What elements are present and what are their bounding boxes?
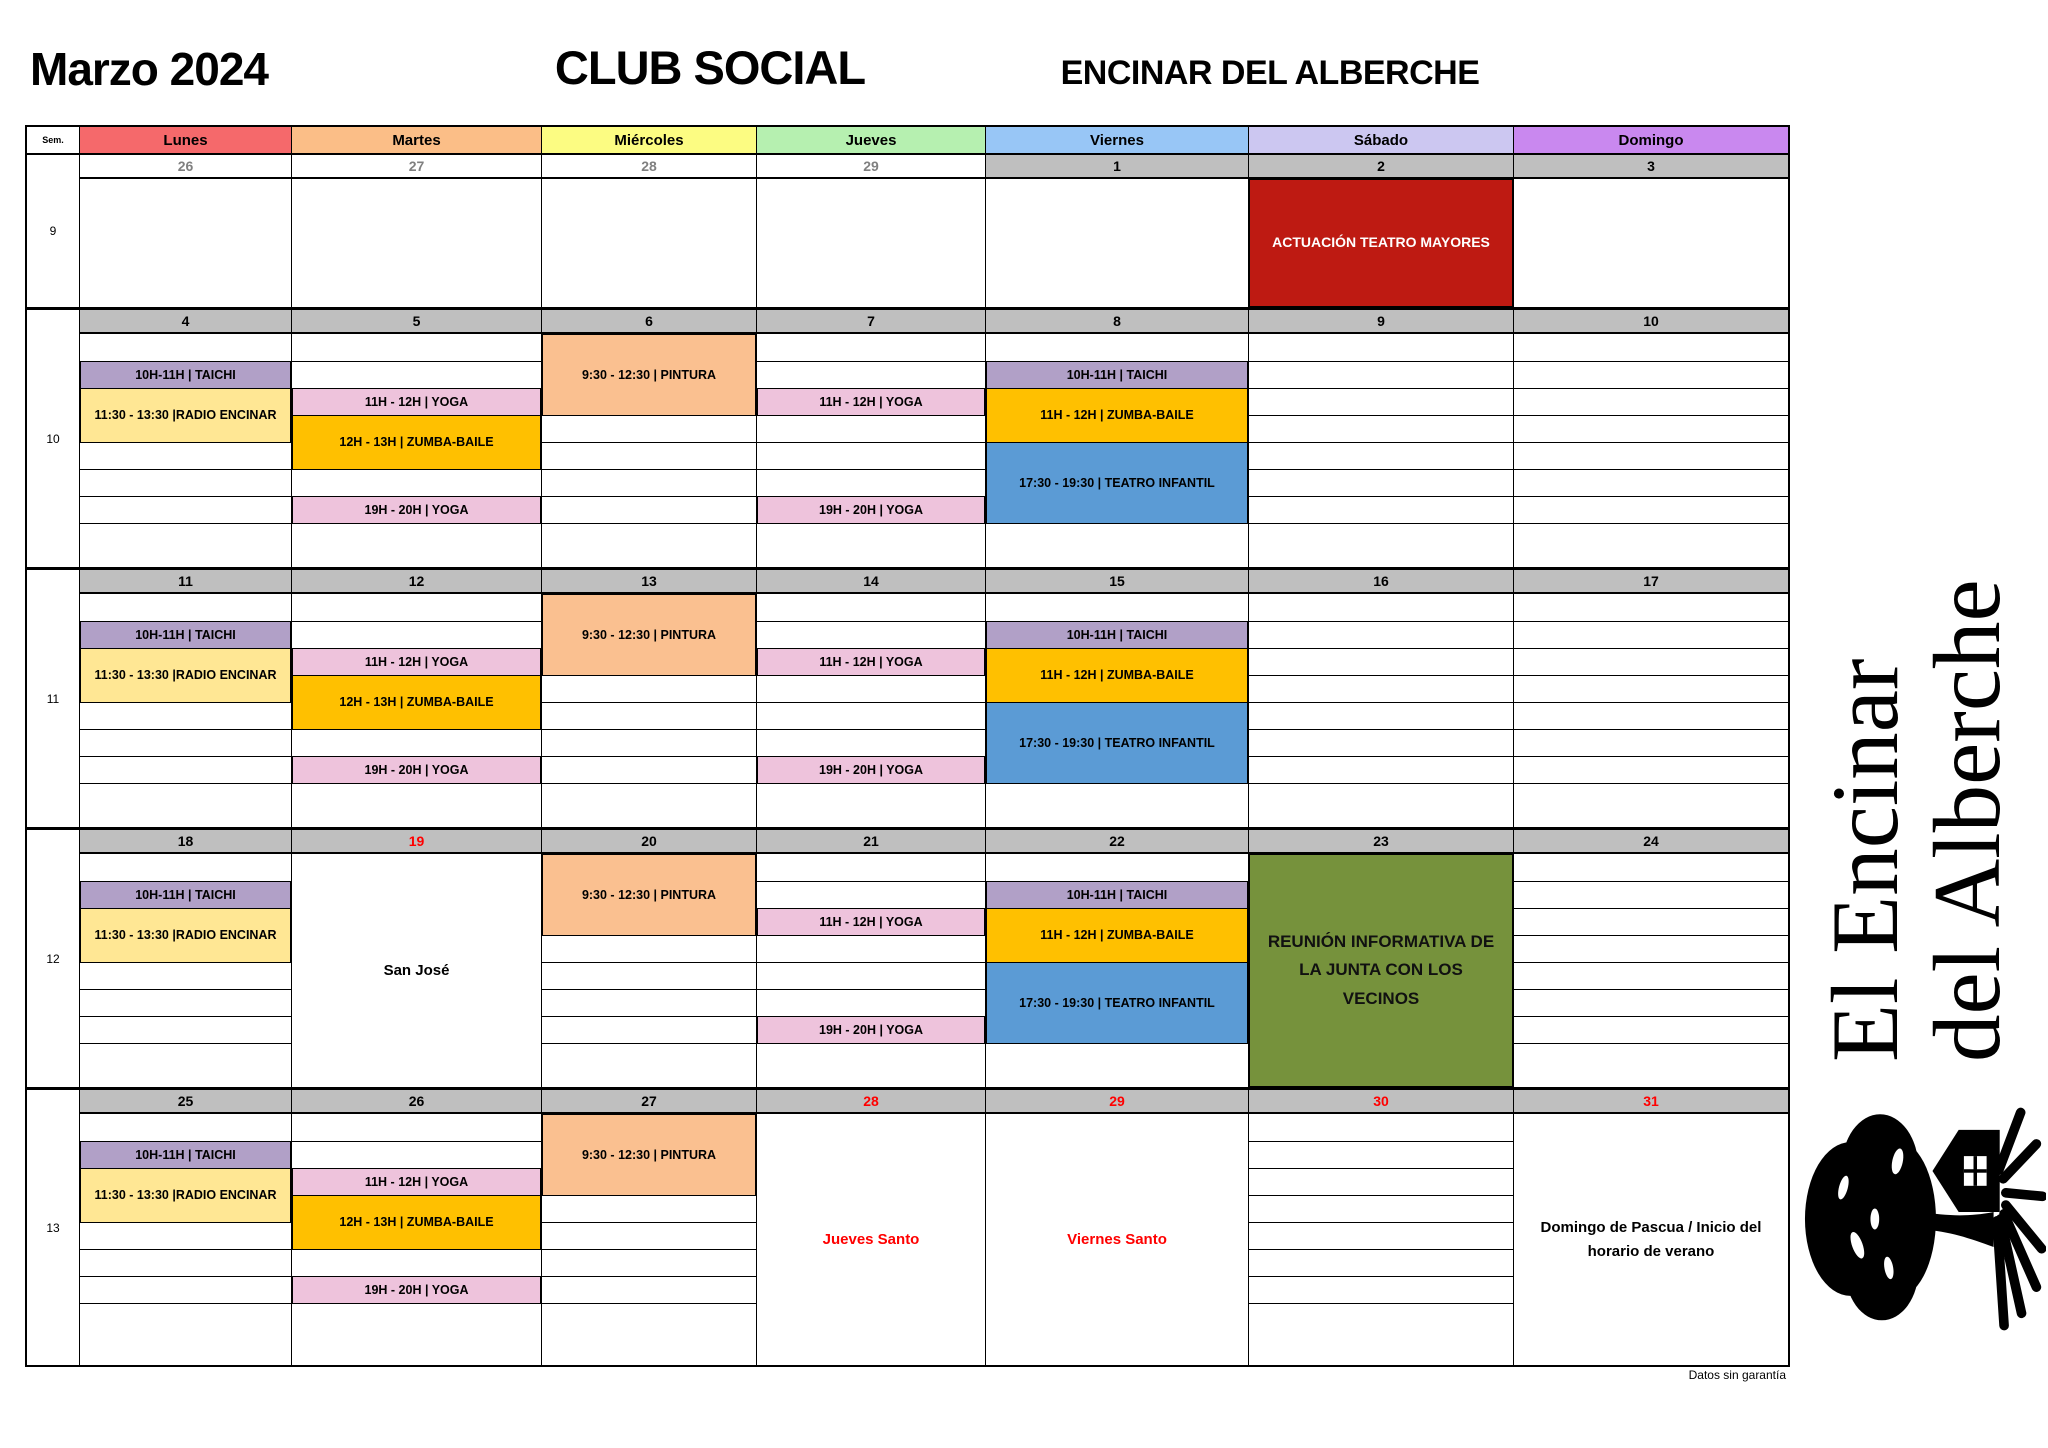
date-cell: 17	[1514, 570, 1788, 594]
schedule-gridline	[80, 783, 291, 784]
schedule-gridline	[1514, 1016, 1788, 1017]
event-yoga: 11H - 12H | YOGA	[757, 388, 985, 416]
date-cell: 26	[80, 155, 292, 179]
schedule-gridline	[542, 1043, 756, 1044]
schedule-gridline	[1249, 361, 1513, 362]
day-cell-miercoles	[542, 1114, 757, 1365]
jueves-santo-label: Jueves Santo	[822, 1230, 920, 1248]
day-cell-miercoles	[542, 334, 757, 567]
day-cell-jueves	[757, 179, 986, 307]
date-cell: 27	[542, 1090, 757, 1114]
community-logo-text	[1812, 579, 2020, 1062]
day-cell-sabado	[1249, 594, 1514, 827]
event-zumba: 12H - 13H | ZUMBA-BAILE	[292, 415, 541, 470]
day-cell-viernes	[986, 179, 1249, 307]
schedule-gridline	[292, 1141, 541, 1142]
week-row	[27, 153, 1788, 307]
schedule-gridline	[80, 523, 291, 524]
date-cell: 15	[986, 570, 1249, 594]
day-cell-miercoles	[542, 179, 757, 307]
event-taichi: 10H-11H | TAICHI	[986, 621, 1248, 649]
week-row	[27, 827, 1788, 1087]
day-cell-lunes	[80, 179, 292, 307]
schedule-gridline	[542, 469, 756, 470]
schedule-gridline	[1514, 783, 1788, 784]
schedule-gridline	[1514, 388, 1788, 389]
event-taichi: 10H-11H | TAICHI	[80, 361, 291, 389]
date-cell: 3	[1514, 155, 1788, 179]
date-cell: 29	[986, 1090, 1249, 1114]
day-header-sabado: Sábado	[1249, 127, 1514, 153]
day-header-row	[27, 127, 1788, 153]
schedule-gridline	[542, 962, 756, 963]
day-cell-lunes	[80, 854, 292, 1087]
schedule-gridline	[542, 523, 756, 524]
day-cell-lunes	[80, 334, 292, 567]
schedule-gridline	[1249, 648, 1513, 649]
event-radio: 11:30 - 13:30 |RADIO ENCINAR	[80, 388, 291, 443]
schedule-gridline	[80, 1303, 291, 1304]
day-cell-viernes	[986, 854, 1249, 1087]
date-cell: 18	[80, 830, 292, 854]
schedule-gridline	[1514, 702, 1788, 703]
event-pintura: 9:30 - 12:30 | PINTURA	[542, 1114, 756, 1196]
day-cell-viernes	[986, 334, 1249, 567]
date-cell: 14	[757, 570, 986, 594]
event-taichi: 10H-11H | TAICHI	[80, 621, 291, 649]
event-taichi: 10H-11H | TAICHI	[986, 361, 1248, 389]
schedule-gridline	[292, 361, 541, 362]
schedule-gridline	[1514, 648, 1788, 649]
schedule-gridline	[1514, 881, 1788, 882]
community-logo	[1786, 338, 2048, 1350]
date-cell: 16	[1249, 570, 1514, 594]
event-taichi: 10H-11H | TAICHI	[986, 881, 1248, 909]
schedule-gridline	[1249, 415, 1513, 416]
day-cell-jueves	[757, 1114, 986, 1365]
schedule-gridline	[757, 702, 985, 703]
schedule-gridline	[757, 442, 985, 443]
day-cell-sabado	[1249, 854, 1514, 1087]
schedule-gridline	[542, 1303, 756, 1304]
event-radio: 11:30 - 13:30 |RADIO ENCINAR	[80, 648, 291, 703]
schedule-gridline	[1249, 621, 1513, 622]
date-cell: 2	[1249, 155, 1514, 179]
day-cell-domingo	[1514, 179, 1788, 307]
date-cell: 11	[80, 570, 292, 594]
schedule-gridline	[80, 729, 291, 730]
schedule-gridline	[1249, 496, 1513, 497]
date-cell: 27	[292, 155, 542, 179]
day-cell-viernes	[986, 1114, 1249, 1365]
schedule-gridline	[80, 1249, 291, 1250]
event-zumba: 12H - 13H | ZUMBA-BAILE	[292, 675, 541, 730]
schedule-gridline	[80, 1276, 291, 1277]
date-cell: 29	[757, 155, 986, 179]
day-cell-domingo	[1514, 334, 1788, 567]
date-cell: 28	[542, 155, 757, 179]
schedule-gridline	[1249, 675, 1513, 676]
schedule-gridline	[542, 1276, 756, 1277]
event-yoga: 19H - 20H | YOGA	[757, 1016, 985, 1044]
week-row	[27, 1087, 1788, 1365]
schedule-gridline	[1249, 702, 1513, 703]
schedule-gridline	[1249, 729, 1513, 730]
date-cell: 31	[1514, 1090, 1788, 1114]
schedule-gridline	[757, 729, 985, 730]
date-cell: 19	[292, 830, 542, 854]
day-cell-miercoles	[542, 594, 757, 827]
viernes-santo-label: Viernes Santo	[1067, 1230, 1167, 1248]
schedule-gridline	[542, 729, 756, 730]
day-cell-jueves	[757, 854, 986, 1087]
schedule-gridline	[542, 496, 756, 497]
schedule-gridline	[542, 989, 756, 990]
date-cell: 1	[986, 155, 1249, 179]
event-radio: 11:30 - 13:30 |RADIO ENCINAR	[80, 1168, 291, 1223]
schedule-gridline	[542, 756, 756, 757]
day-cell-domingo	[1514, 854, 1788, 1087]
date-cell: 23	[1249, 830, 1514, 854]
day-header-jueves: Jueves	[757, 127, 986, 153]
event-yoga: 19H - 20H | YOGA	[292, 496, 541, 524]
schedule-gridline	[542, 1016, 756, 1017]
event-yoga: 19H - 20H | YOGA	[292, 1276, 541, 1304]
date-cell: 26	[292, 1090, 542, 1114]
schedule-gridline	[1514, 415, 1788, 416]
day-cell-martes	[292, 594, 542, 827]
day-cell-miercoles	[542, 854, 757, 1087]
day-cell-lunes	[80, 594, 292, 827]
schedule-gridline	[1249, 388, 1513, 389]
san-jose-label: San José	[383, 961, 450, 979]
week-row	[27, 307, 1788, 567]
schedule-gridline	[1249, 1303, 1513, 1304]
week-number: 13	[27, 1090, 80, 1365]
event-teatro_infantil: 17:30 - 19:30 | TEATRO INFANTIL	[986, 442, 1248, 524]
event-zumba: 12H - 13H | ZUMBA-BAILE	[292, 1195, 541, 1250]
day-header-miercoles: Miércoles	[542, 127, 757, 153]
footer-note: Datos sin garantía	[1688, 1368, 1786, 1382]
day-cell-sabado	[1249, 1114, 1514, 1365]
schedule-gridline	[1514, 1043, 1788, 1044]
schedule-gridline	[1514, 442, 1788, 443]
event-yoga: 11H - 12H | YOGA	[757, 648, 985, 676]
date-cell: 8	[986, 310, 1249, 334]
schedule-gridline	[1249, 783, 1513, 784]
event-yoga: 19H - 20H | YOGA	[757, 756, 985, 784]
date-cell: 22	[986, 830, 1249, 854]
event-yoga: 11H - 12H | YOGA	[292, 1168, 541, 1196]
schedule-gridline	[757, 881, 985, 882]
schedule-gridline	[1249, 1141, 1513, 1142]
event-teatro_infantil: 17:30 - 19:30 | TEATRO INFANTIL	[986, 702, 1248, 784]
week-row	[27, 567, 1788, 827]
schedule-gridline	[1249, 1249, 1513, 1250]
event-taichi: 10H-11H | TAICHI	[80, 1141, 291, 1169]
week-number: 11	[27, 570, 80, 827]
calendar-table	[25, 125, 1790, 1367]
day-header-domingo: Domingo	[1514, 127, 1788, 153]
schedule-gridline	[1249, 469, 1513, 470]
day-cell-jueves	[757, 594, 986, 827]
day-header-lunes: Lunes	[80, 127, 292, 153]
schedule-gridline	[1514, 675, 1788, 676]
schedule-gridline	[1514, 729, 1788, 730]
date-cell: 4	[80, 310, 292, 334]
event-zumba: 11H - 12H | ZUMBA-BAILE	[986, 908, 1248, 963]
community-logo-line1: El Encinar	[1812, 658, 1919, 1062]
event-pintura: 9:30 - 12:30 | PINTURA	[542, 854, 756, 936]
schedule-gridline	[1249, 1168, 1513, 1169]
community-logo-line2: del Alberche	[1914, 579, 2020, 1062]
event-pintura: 9:30 - 12:30 | PINTURA	[542, 334, 756, 416]
week-number-column-header: Sem.	[27, 127, 80, 153]
schedule-gridline	[542, 1222, 756, 1223]
date-cell: 13	[542, 570, 757, 594]
community-logo-inner	[1786, 338, 2048, 1350]
day-cell-martes	[292, 334, 542, 567]
day-header-viernes: Viernes	[986, 127, 1249, 153]
event-taichi: 10H-11H | TAICHI	[80, 881, 291, 909]
page-title-location: ENCINAR DEL ALBERCHE	[1060, 54, 1480, 92]
event-teatro_infantil: 17:30 - 19:30 | TEATRO INFANTIL	[986, 962, 1248, 1044]
day-cell-lunes	[80, 1114, 292, 1365]
schedule-gridline	[757, 361, 985, 362]
schedule-gridline	[1514, 469, 1788, 470]
date-cell: 7	[757, 310, 986, 334]
day-cell-martes	[292, 1114, 542, 1365]
event-zumba: 11H - 12H | ZUMBA-BAILE	[986, 648, 1248, 703]
event-yoga: 11H - 12H | YOGA	[292, 388, 541, 416]
date-cell: 30	[1249, 1090, 1514, 1114]
schedule-gridline	[292, 621, 541, 622]
date-cell: 21	[757, 830, 986, 854]
event-zumba: 11H - 12H | ZUMBA-BAILE	[986, 388, 1248, 443]
teatro-mayores-block: ACTUACIÓN TEATRO MAYORES	[1249, 179, 1513, 307]
schedule-gridline	[80, 989, 291, 990]
schedule-gridline	[1514, 989, 1788, 990]
schedule-gridline	[1249, 442, 1513, 443]
event-yoga: 19H - 20H | YOGA	[292, 756, 541, 784]
schedule-gridline	[80, 756, 291, 757]
schedule-gridline	[1249, 756, 1513, 757]
schedule-gridline	[80, 469, 291, 470]
schedule-gridline	[757, 962, 985, 963]
date-cell: 24	[1514, 830, 1788, 854]
page-title-month: Marzo 2024	[30, 43, 269, 95]
date-cell: 6	[542, 310, 757, 334]
schedule-gridline	[757, 621, 985, 622]
date-cell: 28	[757, 1090, 986, 1114]
schedule-gridline	[1249, 1276, 1513, 1277]
day-cell-martes	[292, 179, 542, 307]
day-cell-sabado	[1249, 334, 1514, 567]
schedule-gridline	[1514, 361, 1788, 362]
event-yoga: 11H - 12H | YOGA	[292, 648, 541, 676]
event-pintura: 9:30 - 12:30 | PINTURA	[542, 594, 756, 676]
date-cell: 5	[292, 310, 542, 334]
schedule-gridline	[1514, 621, 1788, 622]
schedule-gridline	[1249, 1195, 1513, 1196]
schedule-gridline	[1514, 756, 1788, 757]
day-cell-viernes	[986, 594, 1249, 827]
date-cell: 25	[80, 1090, 292, 1114]
day-cell-sabado	[1249, 179, 1514, 307]
date-cell: 10	[1514, 310, 1788, 334]
schedule-gridline	[1514, 962, 1788, 963]
schedule-gridline	[1249, 523, 1513, 524]
schedule-gridline	[80, 1043, 291, 1044]
schedule-gridline	[1249, 1222, 1513, 1223]
week-number: 12	[27, 830, 80, 1087]
oak-tree-house-icon	[1784, 1088, 2048, 1350]
schedule-gridline	[542, 702, 756, 703]
week-number: 10	[27, 310, 80, 567]
schedule-gridline	[80, 496, 291, 497]
page-title-club-social: CLUB SOCIAL	[554, 41, 866, 94]
date-cell: 20	[542, 830, 757, 854]
date-cell: 12	[292, 570, 542, 594]
schedule-gridline	[542, 783, 756, 784]
schedule-gridline	[757, 989, 985, 990]
schedule-gridline	[1514, 935, 1788, 936]
week-number: 9	[27, 155, 80, 307]
day-cell-jueves	[757, 334, 986, 567]
day-cell-domingo	[1514, 594, 1788, 827]
event-yoga: 19H - 20H | YOGA	[757, 496, 985, 524]
schedule-gridline	[1514, 496, 1788, 497]
event-yoga: 11H - 12H | YOGA	[757, 908, 985, 936]
schedule-gridline	[1514, 523, 1788, 524]
schedule-gridline	[80, 1016, 291, 1017]
day-cell-martes	[292, 854, 542, 1087]
day-cell-domingo	[1514, 1114, 1788, 1365]
schedule-gridline	[542, 1249, 756, 1250]
reunion-junta-block: REUNIÓN INFORMATIVA DE LA JUNTA CON LOS VECINOS	[1249, 854, 1513, 1087]
day-header-martes: Martes	[292, 127, 542, 153]
domingo-pascua-label: Domingo de Pascua / Inicio del horario de verano	[1540, 1219, 1762, 1260]
schedule-gridline	[1514, 908, 1788, 909]
schedule-gridline	[542, 442, 756, 443]
date-cell: 9	[1249, 310, 1514, 334]
schedule-gridline	[757, 469, 985, 470]
event-radio: 11:30 - 13:30 |RADIO ENCINAR	[80, 908, 291, 963]
